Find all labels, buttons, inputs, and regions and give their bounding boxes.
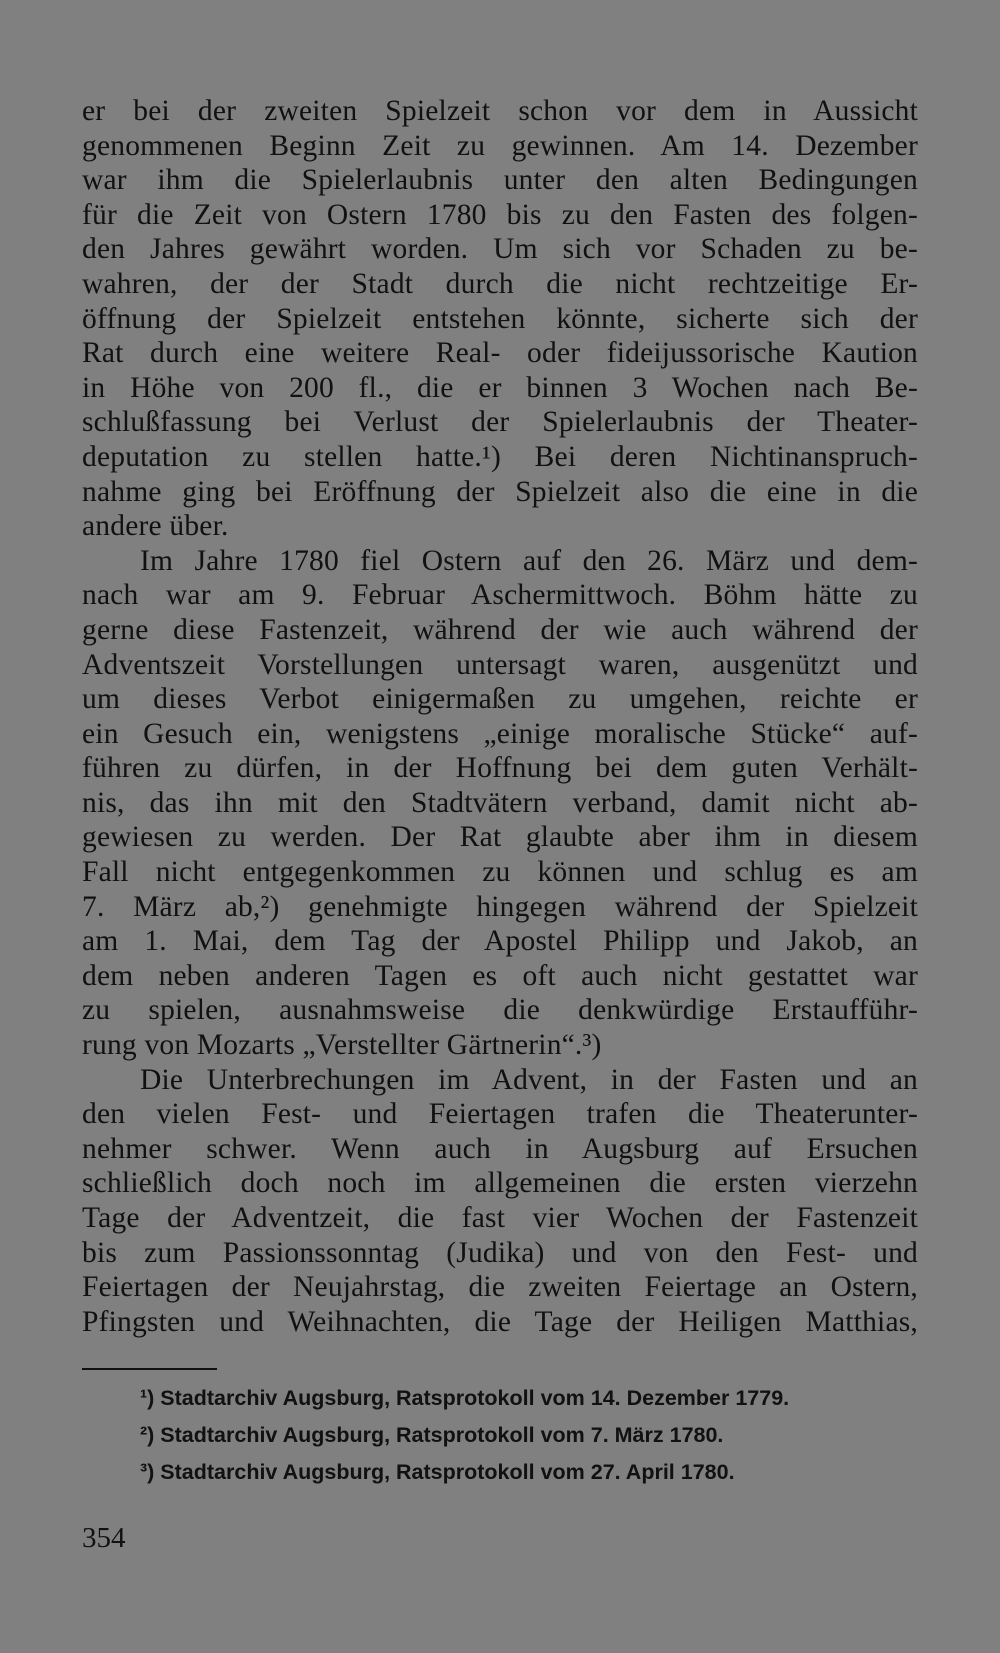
text-line: den vielen Fest- und Feiertagen trafen die Theaterunter-	[82, 1098, 918, 1131]
text-line: Pfingsten und Weihnachten, die Tage der Heiligen Matthias,	[82, 1305, 918, 1338]
text-line: Rat durch eine weitere Real- oder fideijussorische Kaution	[82, 337, 918, 370]
text-line: nis, das ihn mit den Stadtvätern verband, damit nicht ab-	[82, 786, 918, 819]
text-line: wahren, der der Stadt durch die nicht rechtzeitige Er-	[82, 267, 918, 300]
text-line: nach war am 9. Februar Aschermittwoch. Böhm hätte zu	[82, 579, 918, 612]
text-line: schlußfassung bei Verlust der Spielerlaubnis der Theater-	[82, 406, 918, 439]
text-line: genommenen Beginn Zeit zu gewinnen. Am 14. Dezember	[82, 129, 918, 162]
text-line: gerne diese Fastenzeit, während der wie auch während der	[82, 613, 918, 646]
text-line: führen zu dürfen, in der Hoffnung bei dem guten Verhält-	[82, 752, 918, 785]
footnotes	[140, 1380, 900, 1491]
footnote: ²) Stadtarchiv Augsburg, Ratsprotokoll vom 7. März 1780.	[140, 1423, 724, 1447]
text-line: war ihm die Spielerlaubnis unter den alten Bedingungen	[82, 164, 918, 197]
page-number: 354	[82, 1522, 126, 1554]
text-line: dem neben anderen Tagen es oft auch nicht gestattet war	[82, 959, 918, 992]
footnote: ¹) Stadtarchiv Augsburg, Ratsprotokoll vom 14. Dezember 1779.	[140, 1386, 790, 1410]
text-line: nehmer schwer. Wenn auch in Augsburg auf Ersuchen	[82, 1132, 918, 1165]
text-line: rung von Mozarts „Verstellter Gärtnerin“.³)	[82, 1029, 602, 1062]
text-line: in Höhe von 200 fl., die er binnen 3 Wochen nach Be-	[82, 371, 918, 404]
footnote: ³) Stadtarchiv Augsburg, Ratsprotokoll vom 27. April 1780.	[140, 1460, 735, 1484]
text-line: zu spielen, ausnahmsweise die denkwürdige Erstaufführ-	[82, 994, 918, 1027]
text-line: 7. März ab,²) genehmigte hingegen während der Spielzeit	[82, 890, 918, 923]
text-line: Im Jahre 1780 fiel Ostern auf den 26. März und dem-	[140, 544, 918, 577]
text-line: Die Unterbrechungen im Advent, in der Fasten und an	[140, 1063, 918, 1096]
text-line: am 1. Mai, dem Tag der Apostel Philipp und Jakob, an	[82, 925, 918, 958]
text-line: den Jahres gewährt worden. Um sich vor Schaden zu be-	[82, 233, 918, 266]
text-line: öffnung der Spielzeit entstehen könnte, sicherte sich der	[82, 302, 918, 335]
text-line: er bei der zweiten Spielzeit schon vor dem in Aussicht	[82, 95, 918, 127]
text-line: deputation zu stellen hatte.¹) Bei deren Nichtinanspruch-	[82, 440, 918, 473]
text-line: ein Gesuch ein, wenigstens „einige moralische Stücke“ auf-	[82, 717, 918, 750]
text-line: Adventszeit Vorstellungen untersagt waren, ausgenützt und	[82, 648, 918, 681]
text-line: Feiertagen der Neujahrstag, die zweiten Feiertage an Ostern,	[82, 1271, 918, 1304]
text-line: schließlich doch noch im allgemeinen die ersten vierzehn	[82, 1167, 918, 1200]
text-line: gewiesen zu werden. Der Rat glaubte aber ihm in diesem	[82, 821, 918, 854]
text-line: Tage der Adventzeit, die fast vier Wochen der Fastenzeit	[82, 1202, 918, 1234]
footnote-separator	[82, 1368, 217, 1370]
text-line: nahme ging bei Eröffnung der Spielzeit also die eine in die	[82, 475, 918, 508]
text-line: um dieses Verbot einigermaßen zu umgehen, reichte er	[82, 683, 918, 716]
text-line: bis zum Passionssonntag (Judika) und von den Fest- und	[82, 1236, 918, 1269]
text-line: andere über.	[82, 510, 229, 543]
text-line: für die Zeit von Ostern 1780 bis zu den Fasten des folgen-	[82, 198, 918, 231]
text-line: Fall nicht entgegenkommen zu können und schlug es am	[82, 856, 918, 889]
body-text	[82, 94, 918, 1339]
